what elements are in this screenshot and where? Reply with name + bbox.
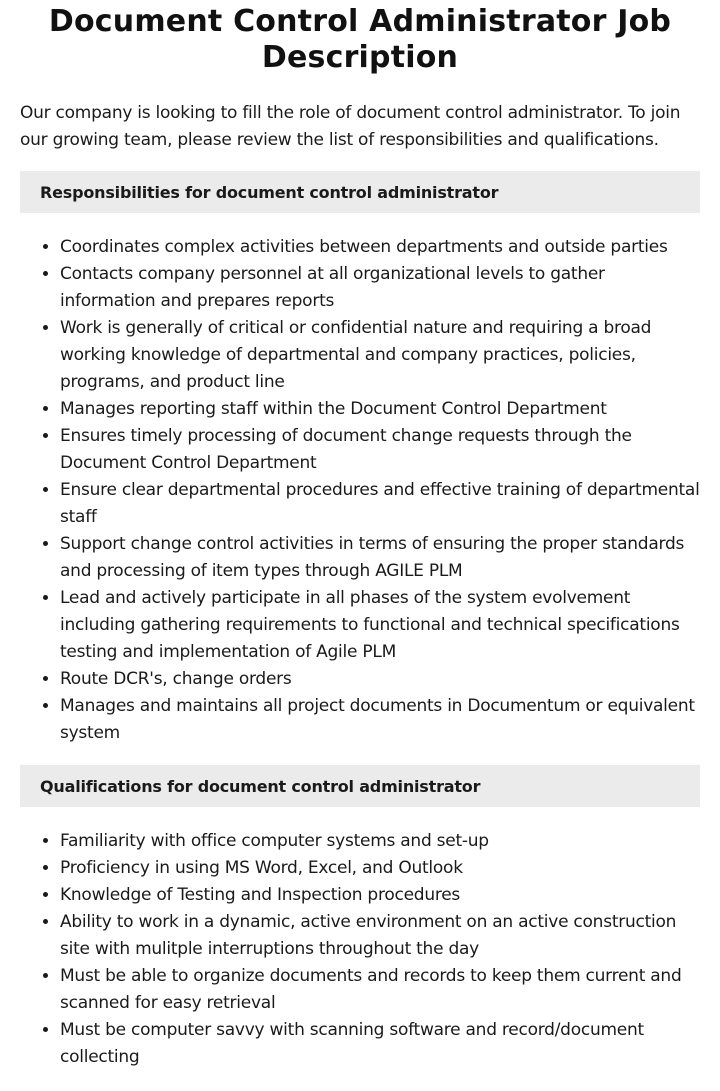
list-item: • Contacts company personnel at all organizational levels to gather information and prepares reports bbox=[60, 261, 700, 315]
list-item: • Manages and maintains all project documents in Documentum or equivalent system bbox=[60, 693, 700, 747]
intro-paragraph: Our company is looking to fill the role of document control administrator. To join our growing team, please review the list of responsibilities and qualifications. bbox=[20, 103, 681, 150]
list-item: • Proficiency in using MS Word, Excel, and Outlook bbox=[60, 855, 700, 882]
list-item: • Must be computer savvy with scanning software and record/document collecting bbox=[60, 1017, 700, 1071]
list-item: • Lead and actively participate in all phases of the system evolvement including gathering requirements to functional and technical specifications testing and implementation of Agile PLM bbox=[60, 585, 700, 666]
list-item: • Ability to work in a dynamic, active environment on an active construction site with mulitple interruptions throughout the day bbox=[60, 909, 700, 963]
qualifications-list bbox=[20, 828, 700, 1071]
list-item: • Manages reporting staff within the Document Control Department bbox=[60, 396, 700, 423]
list-item: • Work is generally of critical or confidential nature and requiring a broad working knowledge of departmental and company practices, policies, programs, and product line bbox=[60, 315, 700, 396]
list-item: • Must be able to organize documents and records to keep them current and scanned for easy retrieval bbox=[60, 963, 700, 1017]
list-item: • Knowledge of Testing and Inspection procedures bbox=[60, 882, 700, 909]
list-item: • Coordinates complex activities between departments and outside parties bbox=[60, 234, 700, 261]
responsibilities-heading: Responsibilities for document control administrator bbox=[20, 171, 700, 213]
responsibilities-list bbox=[20, 234, 700, 747]
list-item: • Route DCR's, change orders bbox=[60, 666, 700, 693]
list-item: • Familiarity with office computer systems and set-up bbox=[60, 828, 700, 855]
list-item: • Ensure clear departmental procedures and effective training of departmental staff bbox=[60, 477, 700, 531]
list-item: • Support change control activities in terms of ensuring the proper standards and processing of item types through AGILE PLM bbox=[60, 531, 700, 585]
list-item: • Ensures timely processing of document change requests through the Document Control Department bbox=[60, 423, 700, 477]
page-title: Document Control Administrator Job Description bbox=[48, 4, 672, 75]
qualifications-heading: Qualifications for document control administrator bbox=[20, 765, 700, 807]
